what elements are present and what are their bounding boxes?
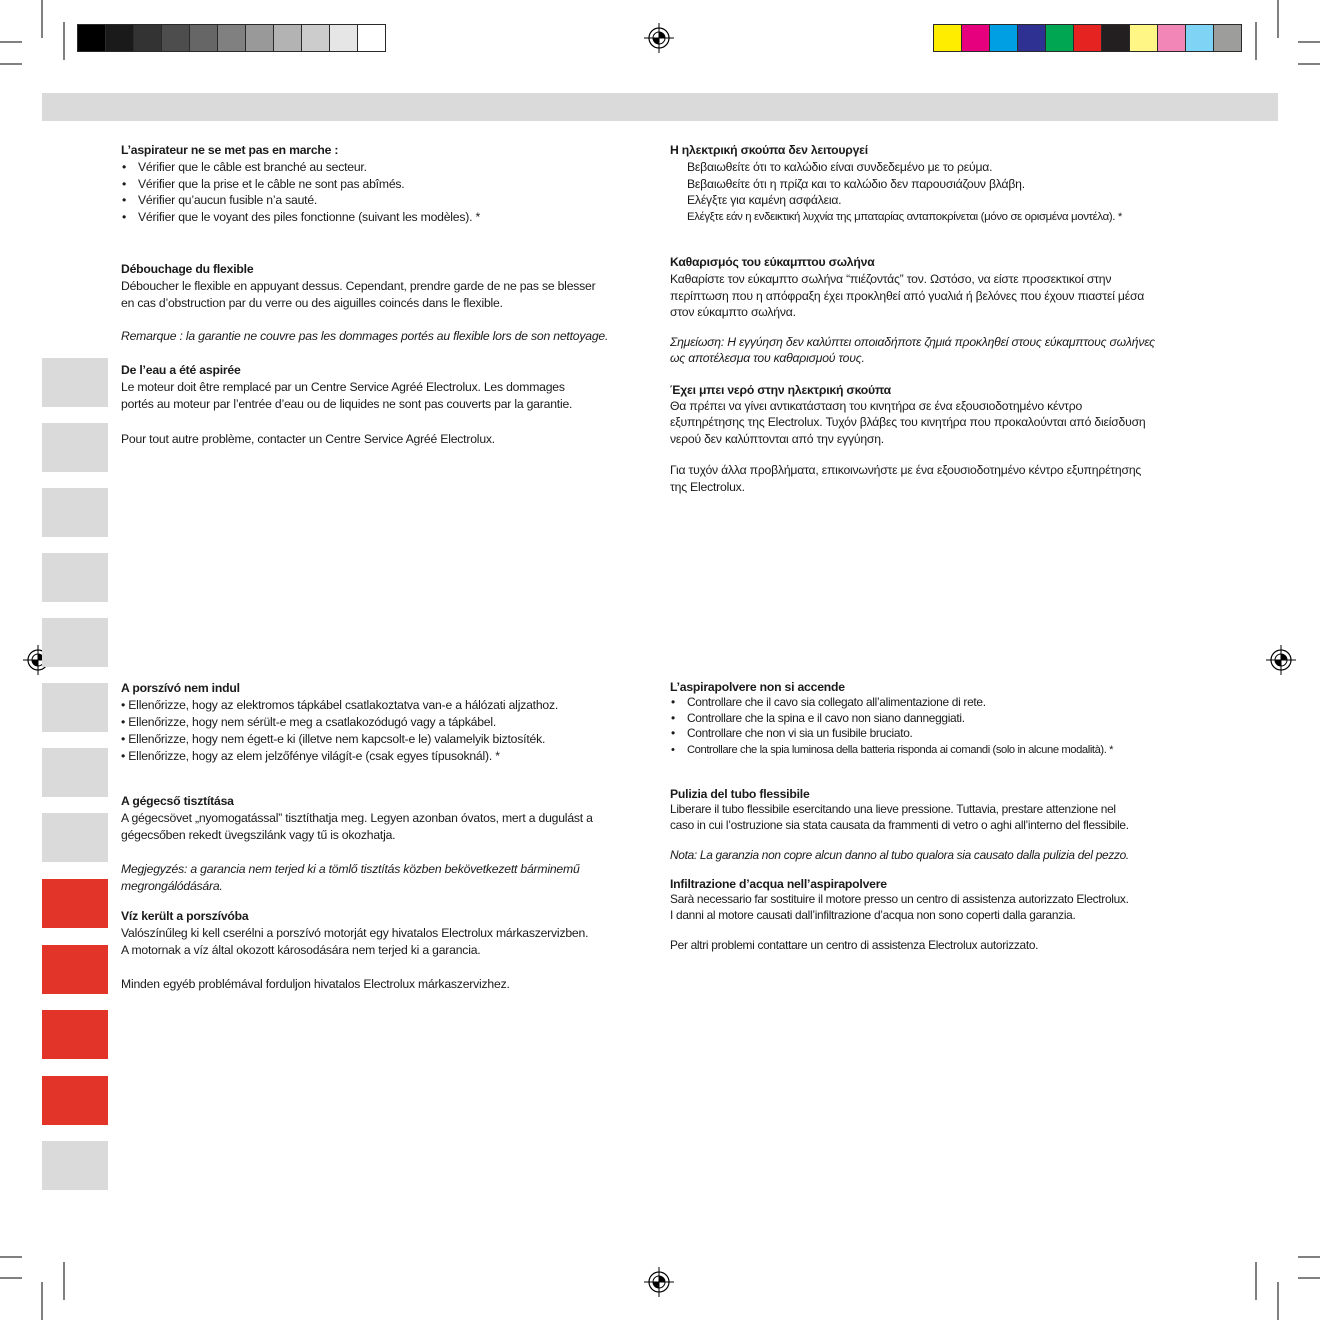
- side-tab-active: [42, 945, 108, 994]
- color-patch: [78, 25, 106, 51]
- paragraph-line: Καθαρίστε τον εύκαμπτο σωλήνα “πιέζοντάς” τον. Ωστόσο, να είστε προσεκτικοί στην: [670, 271, 1112, 286]
- paragraph-line: Per altri problemi contattare un centro di assistenza Electrolux autorizzato.: [670, 938, 1039, 952]
- side-tab: [42, 618, 108, 667]
- list-item: Ελέγξτε για καμένη ασφάλεια.: [687, 193, 842, 208]
- color-patch: [1130, 25, 1158, 51]
- color-patch: [1102, 25, 1130, 51]
- list-item: • Controllare che la spia luminosa della batteria risponda ai comandi (solo in alcune modalità). *: [670, 742, 1113, 759]
- list-item: • Controllare che non vi sia un fusibile bruciato.: [670, 726, 1113, 741]
- list-item: • Controllare che il cavo sia collegato all’alimentazione di rete.: [670, 695, 1113, 710]
- gr-water-section: [670, 382, 1145, 447]
- side-tab: [42, 488, 108, 537]
- list-item: • Ellenőrizze, hogy nem égett-e ki (illetve nem kapcsolt-e le) valamelyik biztosíték.: [121, 732, 546, 746]
- paragraph-line: Minden egyéb problémával forduljon hivatalos Electrolux márkaszervizhez.: [121, 977, 510, 991]
- gr-hose-section: [670, 254, 1144, 321]
- list-item: • Vérifier que le câble est branché au secteur.: [121, 159, 480, 176]
- color-patch: [1214, 25, 1241, 51]
- it-water-section: [670, 877, 1129, 923]
- paragraph-line: Déboucher le flexible en appuyant dessus. Cependant, prendre garde de ne pas se blesser: [121, 278, 596, 293]
- hu-no-start-section: [121, 680, 558, 765]
- section-heading: Έχει μπει νερό στην ηλεκτρική σκούπα: [670, 383, 891, 397]
- paragraph-line: Για τυχόν άλλα προβλήματα, επικοινωνήστε με ένα εξουσιοδοτημένο κέντρο εξυπηρέτησης: [670, 463, 1142, 477]
- paragraph-line: A motornak a víz által okozott károsodására nem terjed ki a garancia.: [121, 942, 481, 957]
- paragraph-line: Pour tout autre problème, contacter un Centre Service Agréé Electrolux.: [121, 432, 495, 446]
- paragraph-line: Sarà necessario far sostituire il motore presso un centro di assistenza autorizzato Electrolux.: [670, 892, 1129, 907]
- color-patch: [218, 25, 246, 51]
- registration-mark-icon: [1265, 644, 1297, 676]
- fr-water-section: [121, 362, 572, 412]
- fr-note: [121, 328, 608, 345]
- color-patch: [1158, 25, 1186, 51]
- note-line: ως αποτέλεσμα του καθαρισμού τους.: [670, 351, 865, 365]
- fr-no-start-section: [121, 142, 480, 226]
- color-patch: [246, 25, 274, 51]
- list-item: • Vérifier qu’aucun fusible n’a sauté.: [121, 192, 480, 209]
- note-line: Megjegyzés: a garancia nem terjed ki a tömlő tisztítás közben bekövetkezett bárminemű: [121, 862, 580, 876]
- it-no-start-section: [670, 680, 1113, 759]
- paragraph-line: νερού δεν καλύπτονται από την εγγύηση.: [670, 431, 884, 446]
- hu-water-section: [121, 908, 588, 958]
- it-hose-section: [670, 787, 1129, 833]
- side-tab: [42, 1141, 108, 1190]
- side-tab-active: [42, 1010, 108, 1059]
- list-item: Βεβαιωθείτε ότι το καλώδιο είναι συνδεδεμένο με το ρεύμα.: [687, 159, 993, 174]
- list-item: • Ellenőrizze, hogy az elektromos tápkábel csatlakoztatva van-e a hálózati aljzathoz.: [121, 698, 559, 712]
- side-tab-active: [42, 1076, 108, 1125]
- section-heading: L’aspirapolvere non si accende: [670, 680, 845, 694]
- paragraph-line: της Electrolux.: [670, 479, 745, 494]
- paragraph-line: Liberare il tubo flessibile esercitando una lieve pressione. Tuttavia, prestare attenzione nel: [670, 802, 1116, 817]
- color-patch: [162, 25, 190, 51]
- paragraph-line: caso in cui l’ostruzione sia stata causata da frammenti di vetro o aghi all’interno del flessibile.: [670, 817, 1129, 832]
- side-tab: [42, 748, 108, 797]
- paragraph-line: Valószínűleg ki kell cserélni a porszívó motorját egy hivatalos Electrolux márkaszervizben.: [121, 925, 589, 940]
- paragraph-line: portés au moteur par l’entrée d’eau ou de liquides ne sont pas couverts par la garantie.: [121, 396, 573, 411]
- paragraph-line: περίπτωση που η απόφραξη έχει προκληθεί από γυαλιά ή βελόνες που έχουν πιαστεί μέσα: [670, 288, 1145, 303]
- section-heading: Infiltrazione d’acqua nell’aspirapolvere: [670, 877, 887, 891]
- color-patch: [1018, 25, 1046, 51]
- list-item: • Ellenőrizze, hogy nem sérült-e meg a csatlakozódugó vagy a tápkábel.: [121, 715, 497, 729]
- note-line: megrongálódására.: [121, 878, 223, 893]
- section-heading: A gégecső tisztítása: [121, 794, 234, 808]
- header-band: [42, 93, 1278, 121]
- color-patch: [274, 25, 302, 51]
- paragraph-line: Θα πρέπει να γίνει αντικατάσταση του κινητήρα σε ένα εξουσιοδοτημένο κέντρο: [670, 399, 1083, 414]
- section-heading: Η ηλεκτρική σκούπα δεν λειτουργεί: [670, 143, 868, 157]
- color-patch: [106, 25, 134, 51]
- color-patch: [1074, 25, 1102, 51]
- color-patch: [934, 25, 962, 51]
- side-tab: [42, 358, 108, 407]
- side-tab: [42, 553, 108, 602]
- color-patch: [1186, 25, 1214, 51]
- gr-no-start-section: [670, 142, 1122, 226]
- it-other: [670, 938, 1038, 953]
- side-tab: [42, 813, 108, 862]
- note-line: Nota: La garanzia non copre alcun danno al tubo qualora sia causato dalla pulizia del pezzo.: [670, 848, 1129, 862]
- paragraph-line: Le moteur doit être remplacé par un Centre Service Agréé Electrolux. Les dommages: [121, 379, 565, 394]
- color-patch: [190, 25, 218, 51]
- paragraph-line: I danni al motore causati dall’infiltrazione d’acqua non sono coperti dalla garanzia.: [670, 907, 1076, 922]
- list-item: • Ellenőrizze, hogy az elem jelzőfénye világít-e (csak egyes típusoknál). *: [121, 749, 500, 763]
- side-tab: [42, 423, 108, 472]
- fr-other: [121, 431, 495, 448]
- section-heading: L’aspirateur ne se met pas en marche :: [121, 143, 339, 157]
- hu-other: [121, 976, 510, 993]
- color-patch: [990, 25, 1018, 51]
- grayscale-color-bar: [77, 24, 386, 52]
- paragraph-line: A gégecsövet „nyomogatással” tisztíthatja meg. Legyen azonban óvatos, mert a dugulást a: [121, 810, 593, 825]
- color-patch: [1046, 25, 1074, 51]
- section-heading: De l’eau a été aspirée: [121, 363, 241, 377]
- note-line: Σημείωση: Η εγγύηση δεν καλύπτει οποιαδήποτε ζημιά προκληθεί στους εύκαμπτους σωλήνες: [670, 335, 1155, 349]
- section-heading: A porszívó nem indul: [121, 681, 240, 695]
- section-heading: Débouchage du flexible: [121, 262, 254, 276]
- hu-hose-section: [121, 793, 593, 843]
- color-patch: [962, 25, 990, 51]
- hu-note: [121, 861, 580, 895]
- section-heading: Víz került a porszívóba: [121, 909, 249, 923]
- process-color-bar: [933, 24, 1242, 52]
- list-item: • Controllare che la spina e il cavo non siano danneggiati.: [670, 711, 1113, 726]
- side-tab: [42, 683, 108, 732]
- paragraph-line: en cas d’obstruction par du verre ou des aiguilles coincés dans le flexible.: [121, 295, 503, 310]
- color-patch: [302, 25, 330, 51]
- paragraph-line: στον εύκαμπτο σωλήνα.: [670, 305, 796, 320]
- gr-note: [670, 334, 1155, 366]
- paragraph-line: εξυπηρέτησης της Electrolux. Τυχόν βλάβες του κινητήρα που προκαλούνται από διείσδυση: [670, 415, 1146, 430]
- list-item: Ελέγξτε εάν η ενδεικτική λυχνία της μπαταρίας ανταποκρίνεται (μόνο σε ορισμένα μοντέλα). *: [687, 211, 1122, 224]
- color-patch: [134, 25, 162, 51]
- it-note: [670, 848, 1129, 863]
- note-line: Remarque : la garantie ne couvre pas les dommages portés au flexible lors de son nettoyage.: [121, 329, 609, 343]
- registration-mark-icon: [643, 1266, 675, 1298]
- color-patch: [358, 25, 385, 51]
- fr-hose-section: [121, 261, 596, 311]
- list-item: Βεβαιωθείτε ότι η πρίζα και το καλώδιο δεν παρουσιάζουν βλάβη.: [687, 176, 1025, 191]
- section-heading: Καθαρισμός του εύκαμπτου σωλήνα: [670, 255, 875, 269]
- paragraph-line: gégecsőben rekedt üvegszilánk vagy tű is okozhatja.: [121, 827, 396, 842]
- gr-other: [670, 462, 1141, 496]
- color-patch: [330, 25, 358, 51]
- list-item: • Vérifier que le voyant des piles fonctionne (suivant les modèles). *: [121, 209, 480, 226]
- section-heading: Pulizia del tubo flessibile: [670, 787, 810, 801]
- list-item: • Vérifier que la prise et le câble ne sont pas abîmés.: [121, 176, 480, 193]
- registration-mark-icon: [643, 22, 675, 54]
- side-tab-active: [42, 879, 108, 928]
